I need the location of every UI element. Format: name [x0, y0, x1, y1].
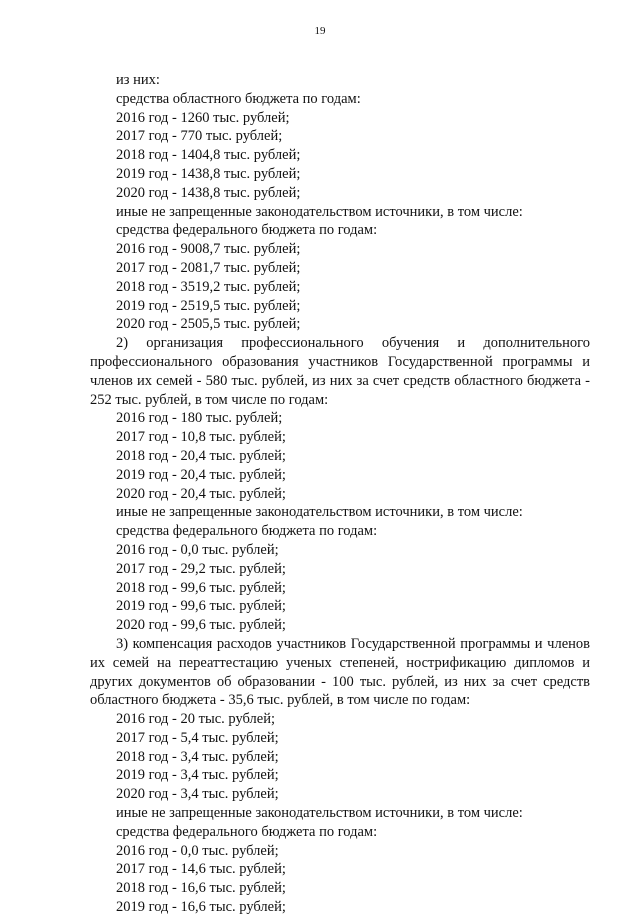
text-line: 2019 год - 2519,5 тыс. рублей;	[116, 297, 301, 314]
text-line: 2020 год - 2505,5 тыс. рублей;	[116, 316, 301, 333]
text-line: 2016 год - 20 тыс. рублей;	[116, 711, 275, 728]
text-line: 2018 год - 1404,8 тыс. рублей;	[116, 147, 301, 164]
funding-list-item-2	[90, 409, 590, 635]
text-line: средства федерального бюджета по годам:	[116, 823, 378, 840]
text-line: 2017 год - 5,4 тыс. рублей;	[116, 729, 279, 746]
text-line: 2019 год - 20,4 тыс. рублей;	[116, 466, 286, 483]
text-line: иные не запрещенные законодательством источники, в том числе:	[116, 805, 523, 822]
text-line: 2017 год - 10,8 тыс. рублей;	[116, 429, 286, 446]
text-line: 2019 год - 16,6 тыс. рублей;	[116, 899, 286, 916]
text-line: из них:	[116, 72, 160, 88]
text-line: 2019 год - 3,4 тыс. рублей;	[116, 767, 279, 784]
text-line: 2016 год - 0,0 тыс. рублей;	[116, 541, 279, 558]
document-body	[90, 71, 590, 917]
text-line: средства федерального бюджета по годам:	[116, 222, 378, 239]
text-line: 2016 год - 0,0 тыс. рублей;	[116, 842, 279, 859]
text-line: 2017 год - 14,6 тыс. рублей;	[116, 861, 286, 878]
text-line: 2017 год - 29,2 тыс. рублей;	[116, 560, 286, 577]
text-line: 2016 год - 9008,7 тыс. рублей;	[116, 241, 301, 258]
text-line: иные не запрещенные законодательством источники, в том числе:	[116, 203, 523, 220]
text-line: 2020 год - 99,6 тыс. рублей;	[116, 617, 286, 634]
text-line: 2019 год - 1438,8 тыс. рублей;	[116, 165, 301, 182]
paragraph-item-2: 2) организация профессионального обучения и дополнительного профессионального образования участников Государственной программы и членов их семей - 580 тыс. рублей, из них за счет средств областного бюджета - 252 тыс. рублей, в том числе по годам:	[90, 335, 590, 408]
text-line: 2018 год - 3519,2 тыс. рублей;	[116, 278, 301, 295]
text-line: 2020 год - 1438,8 тыс. рублей;	[116, 184, 301, 201]
text-line: 2018 год - 16,6 тыс. рублей;	[116, 880, 286, 897]
text-line: 2018 год - 3,4 тыс. рублей;	[116, 748, 279, 765]
text-line: 2020 год - 20,4 тыс. рублей;	[116, 485, 286, 502]
funding-list-item-3	[90, 710, 590, 917]
text-line: средства федерального бюджета по годам:	[116, 523, 378, 540]
text-line: 2019 год - 99,6 тыс. рублей;	[116, 598, 286, 615]
text-line: 2017 год - 2081,7 тыс. рублей;	[116, 259, 301, 276]
text-line: 2018 год - 20,4 тыс. рублей;	[116, 447, 286, 464]
text-line: средства областного бюджета по годам:	[116, 90, 361, 107]
funding-list-regional-federal	[90, 71, 590, 334]
page-number: 19	[314, 25, 326, 37]
text-line: 2018 год - 99,6 тыс. рублей;	[116, 579, 286, 596]
text-line: иные не запрещенные законодательством источники, в том числе:	[116, 504, 523, 521]
paragraph-item-3: 3) компенсация расходов участников Государственной программы и членов их семей на переаттестацию ученых степеней, нострификацию дипломов и других документов об образовании - 100 тыс. рублей, из них за счет средств областного бюджета - 35,6 тыс. рублей, в том числе по годам:	[90, 635, 590, 709]
text-line: 2020 год - 3,4 тыс. рублей;	[116, 786, 279, 803]
text-line: 2017 год - 770 тыс. рублей;	[116, 128, 283, 145]
text-line: 2016 год - 180 тыс. рублей;	[116, 410, 283, 427]
text-line: 2016 год - 1260 тыс. рублей;	[116, 109, 290, 126]
